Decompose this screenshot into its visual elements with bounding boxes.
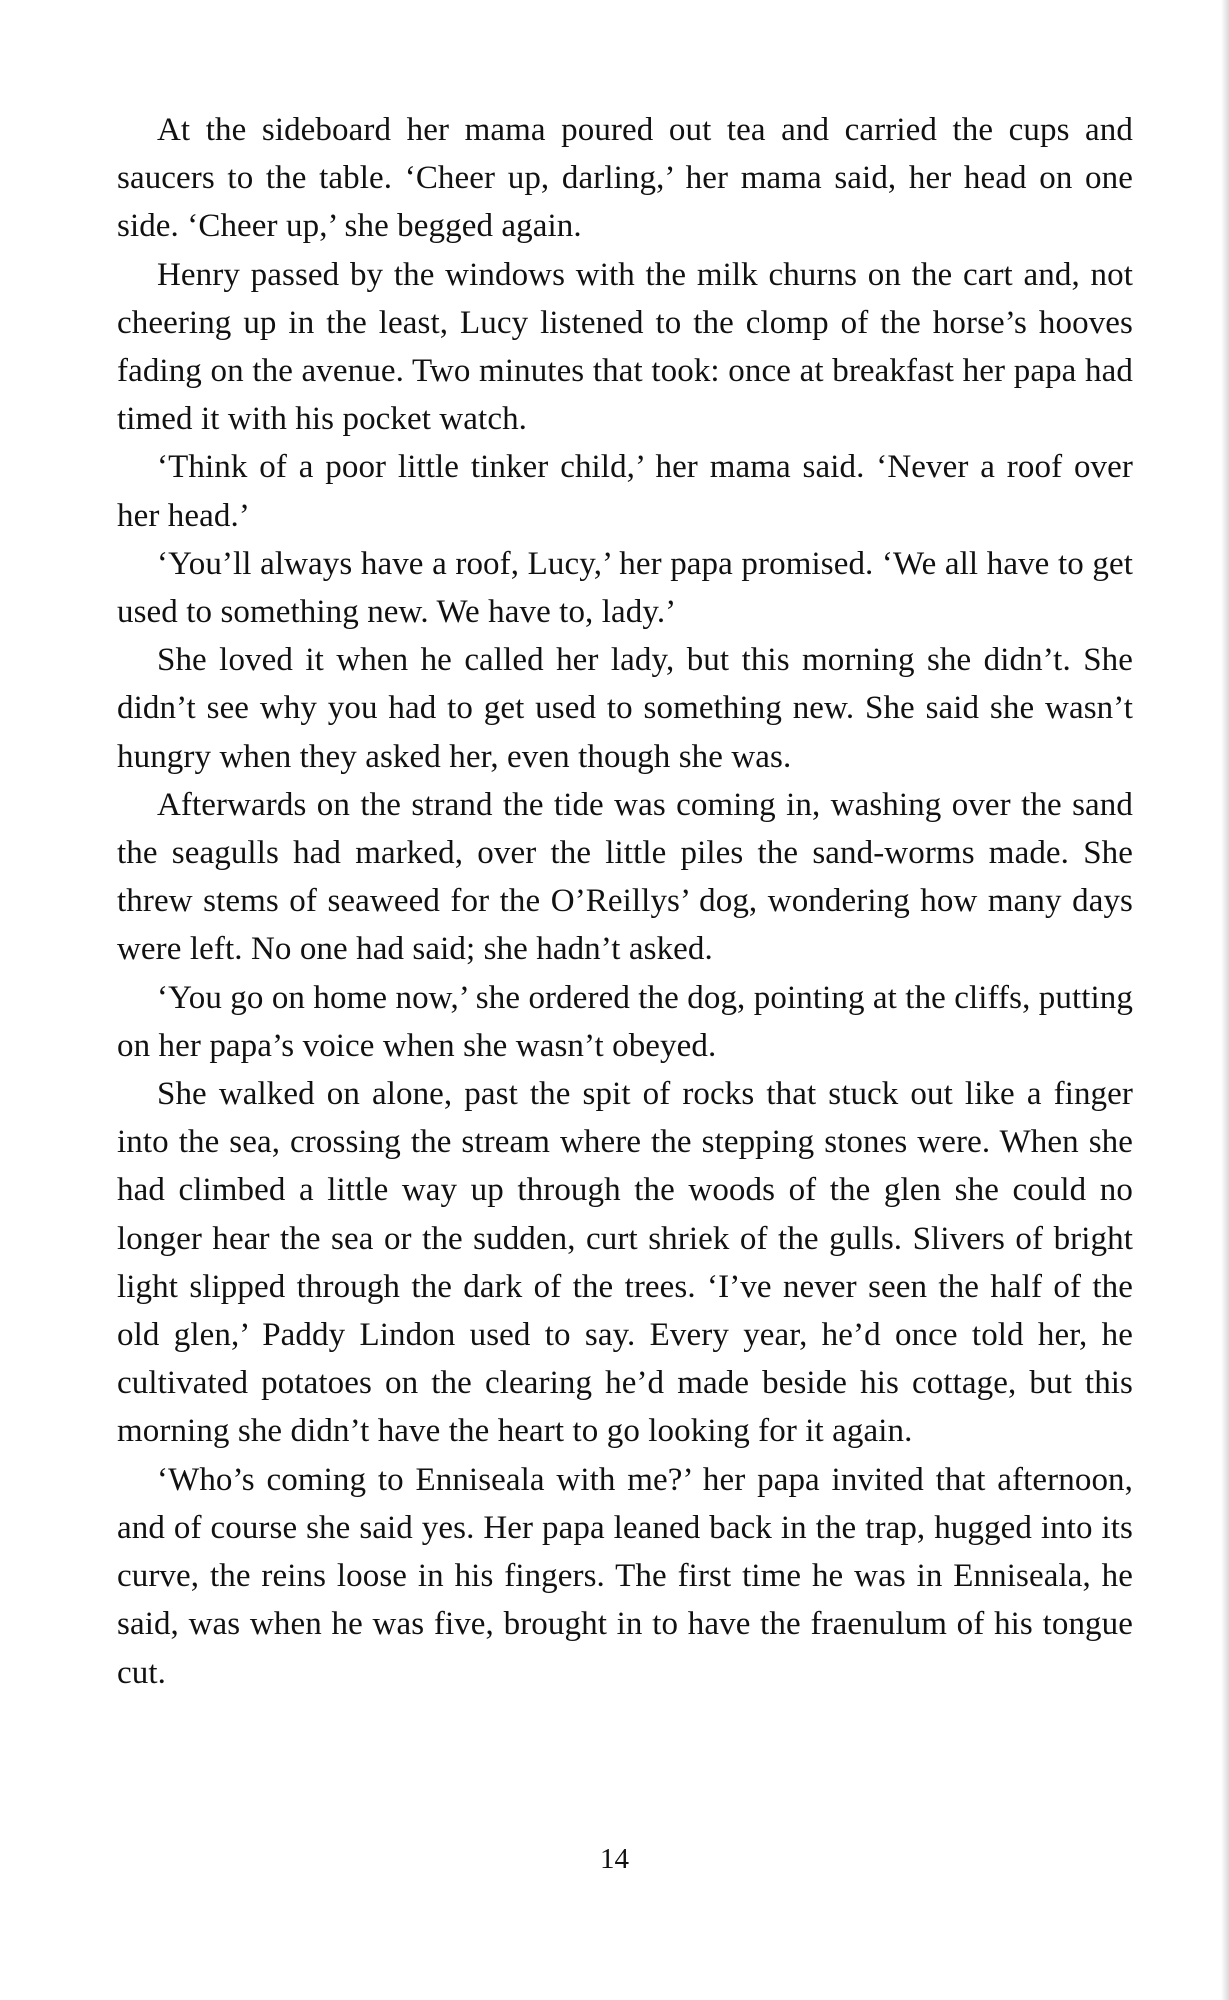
paragraph: Afterwards on the strand the tide was coming in, washing over the sand the seagulls had marked, over the little piles the sand-worms made. She threw stems of seaweed for the O’Reillys’ dog, wondering how many days were left. No one had said; she hadn’t asked. xyxy=(117,786,1133,968)
paragraph: ‘Think of a poor little tinker child,’ her mama said. ‘Never a roof over her head.’ xyxy=(117,449,1133,534)
paragraph: ‘You’ll always have a roof, Lucy,’ her papa promised. ‘We all have to get used to something new. We have to, lady.’ xyxy=(117,545,1133,631)
paragraph: At the sideboard her mama poured out tea and carried the cups and saucers to the table. ‘Cheer up, darling,’ her mama said, her head on one side. ‘Cheer up,’ she begged again. xyxy=(117,112,1133,245)
page-number: 14 xyxy=(600,1843,629,1875)
paragraph: ‘Who’s coming to Enniseala with me?’ her papa invited that afternoon, and of course she said yes. Her papa leaned back in the trap, hugged into its curve, the reins loose in his fingers. The first time he was in Enniseala, he said, was when he was five, brought in to have the fraenulum of his tongue cut. xyxy=(117,1461,1133,1691)
page-edge-shadow xyxy=(1221,0,1229,2000)
body-text xyxy=(117,106,1133,1697)
paragraph: Henry passed by the windows with the milk churns on the cart and, not cheering up in the least, Lucy listened to the clomp of the horse’s hooves fading on the avenue. Two minutes that took: once at breakfast her papa had timed it with his pocket watch. xyxy=(117,256,1133,438)
paragraph: She loved it when he called her lady, but this morning she didn’t. She didn’t see why you had to get used to something new. She said she wasn’t hungry when they asked her, even though she was. xyxy=(117,642,1133,775)
paragraph: ‘You go on home now,’ she ordered the dog, pointing at the cliffs, putting on her papa’s voice when she wasn’t obeyed. xyxy=(117,979,1133,1064)
paragraph: She walked on alone, past the spit of rocks that stuck out like a finger into the sea, crossing the stream where the stepping stones were. When she had climbed a little way up through the woods of the glen she could no longer hear the sea or the sudden, curt shriek of the gulls. Slivers of bright light slipped through the dark of the trees. ‘I’ve never seen the half of the old glen,’ Paddy Lindon used to say. Every year, he’d once told her, he cultivated potatoes on the clearing he’d made beside his cottage, but this morning she didn’t have the heart to go looking for it again. xyxy=(117,1076,1133,1450)
